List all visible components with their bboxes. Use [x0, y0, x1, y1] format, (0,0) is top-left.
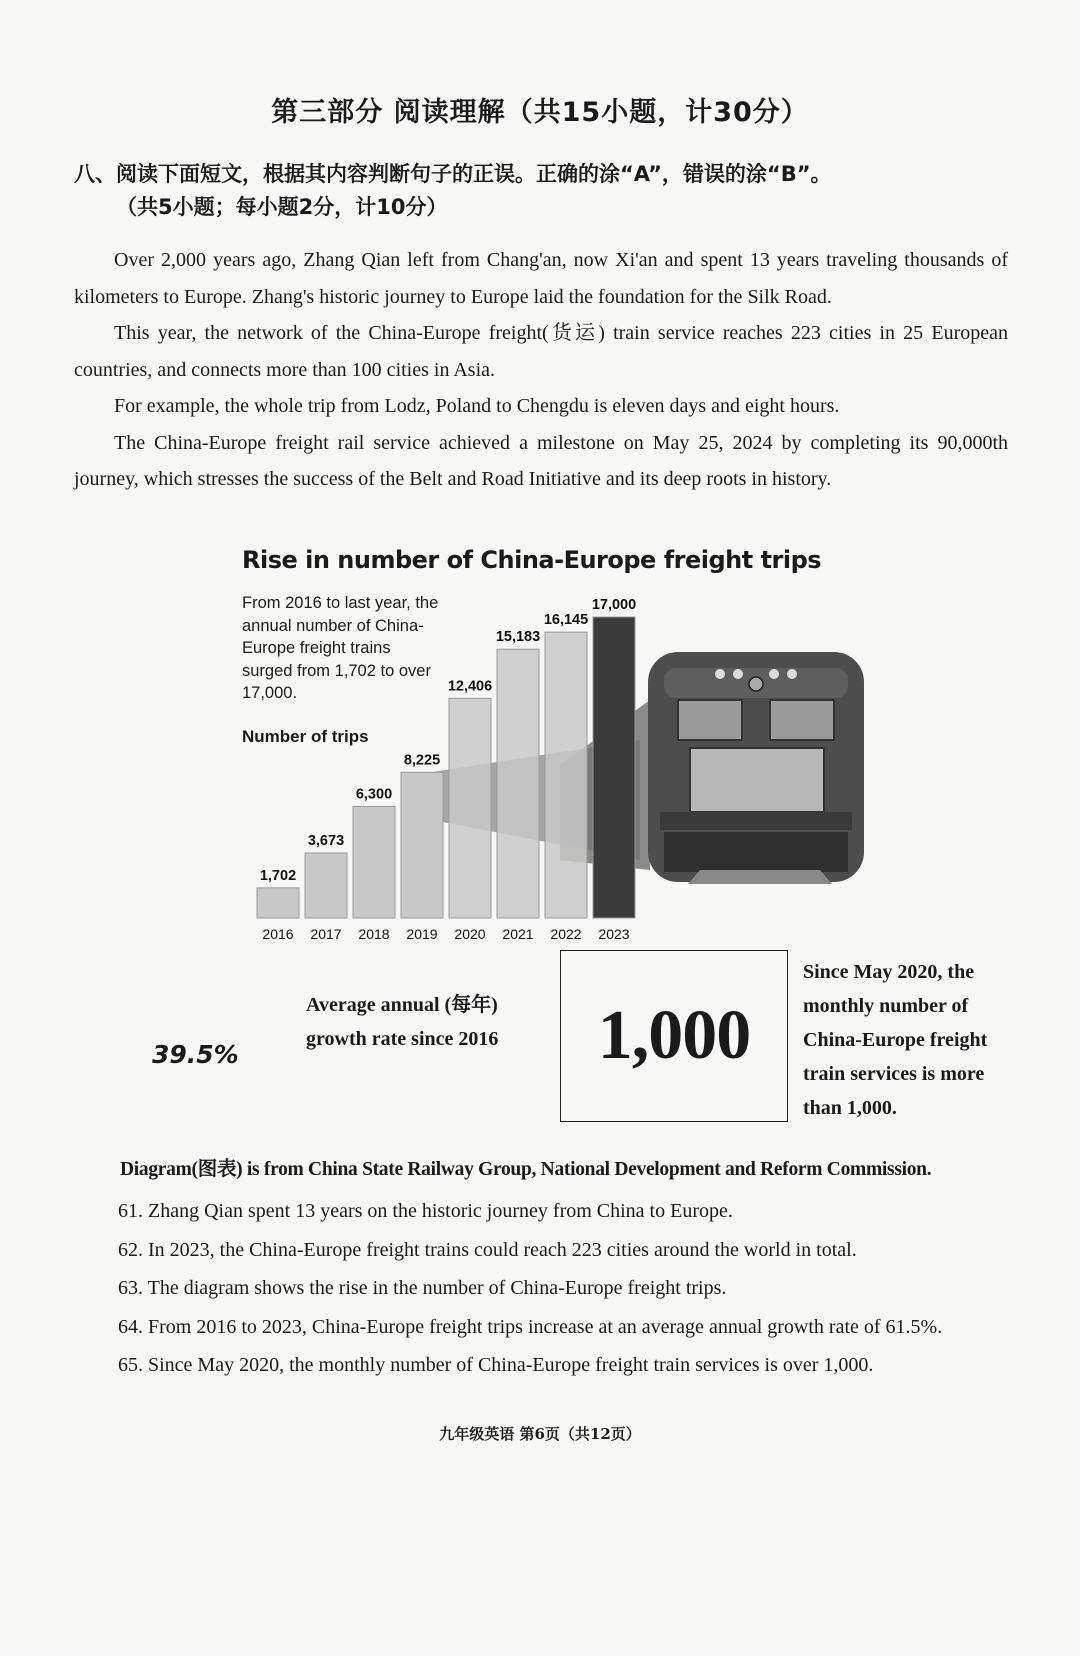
data-label-2023: 17,000 [591, 597, 637, 613]
x-tick-2017: 2017 [310, 926, 342, 942]
y-axis-label: Number of trips [242, 727, 369, 746]
growth-rate-label: Average annual (每年) growth rate since 2016 [306, 994, 499, 1050]
question-item: 61. Zhang Qian spent 13 years on the historic journey from China to Europe. [118, 1200, 733, 1222]
x-tick-2018: 2018 [358, 926, 390, 942]
bar-2016 [257, 888, 299, 918]
monthly-number: 1,000 [597, 997, 751, 1074]
question-list [118, 1192, 1018, 1385]
question-item: 64. From 2016 to 2023, China-Europe freight trips increase at an average annual growth rate of 61.5%. [118, 1315, 943, 1338]
passage-paragraph: The China-Europe freight rail service achieved a milestone on May 25, 2024 by completing its 90,000th journey, which stresses the success of the Belt and Road Initiative and its deep roots in history. [74, 431, 1008, 490]
passage-paragraph: Over 2,000 years ago, Zhang Qian left from Chang'an, now Xi'an and spent 13 years traveling thousands of kilometers to Europe. Zhang's historic journey to Europe laid the foundation for the Silk Road. [74, 249, 1008, 308]
x-tick-2021: 2021 [502, 926, 534, 942]
data-label-2020: 12,406 [447, 678, 493, 695]
x-tick-2022: 2022 [550, 926, 582, 942]
question-item: 63. The diagram shows the rise in the number of China-Europe freight trips. [118, 1277, 727, 1300]
instruction-line-2: （共5小题；每小题2分，计10分） [116, 195, 448, 219]
passage-paragraph: For example, the whole trip from Lodz, Poland to Chengdu is eleven days and eight hours. [114, 395, 840, 417]
bar-2023 [593, 617, 635, 918]
data-label-2019: 8,225 [403, 752, 441, 769]
x-tick-2019: 2019 [406, 926, 438, 942]
passage-paragraph: This year, the network of the China-Europe freight(货运) train service reaches 223 cities in 25 European countries, and connects more than 100 cities in Asia. [74, 322, 1008, 381]
section-title: 第三部分 阅读理解（共15小题，计30分） [271, 97, 809, 128]
data-label-2016: 1,702 [259, 867, 297, 884]
monthly-number-box [560, 950, 788, 1122]
monthly-services-text: Since May 2020, the monthly number of China-Europe freight train services is more than 1,000. [803, 961, 988, 1119]
bar-2022 [545, 632, 587, 918]
x-tick-2023: 2023 [598, 926, 630, 942]
bar-2019 [401, 772, 443, 918]
question-item: 62. In 2023, the China-Europe freight trains could reach 223 cities around the world in total. [118, 1238, 857, 1261]
question-item: 65. Since May 2020, the monthly number of China-Europe freight train services is over 1,000. [118, 1354, 874, 1377]
data-label-2018: 6,300 [355, 786, 393, 803]
chart-title: Rise in number of China-Europe freight trips [242, 546, 822, 574]
data-label-2021: 15,183 [495, 629, 541, 646]
bar-2021 [497, 649, 539, 918]
growth-rate-value: 39.5% [152, 1040, 239, 1069]
data-label-2017: 3,673 [307, 832, 345, 849]
chart-note: From 2016 to last year, the annual number of China-Europe freight trains surged from 1,702 to over 17,000. [242, 594, 439, 702]
data-label-2022: 16,145 [543, 612, 589, 629]
bar-2018 [353, 806, 395, 918]
x-tick-2020: 2020 [454, 926, 486, 942]
bar-2017 [305, 853, 347, 918]
diagram-source: Diagram(图表) is from China State Railway Group, National Development and Reform Commission. [120, 1159, 932, 1180]
bar-2020 [449, 698, 491, 918]
x-tick-2016: 2016 [262, 926, 294, 942]
instruction-line-1: 八、阅读下面短文，根据其内容判断句子的正误。正确的涂“A”，错误的涂“B”。 [74, 162, 832, 186]
page-footer: 九年级英语 第6页（共12页） [439, 1425, 641, 1443]
